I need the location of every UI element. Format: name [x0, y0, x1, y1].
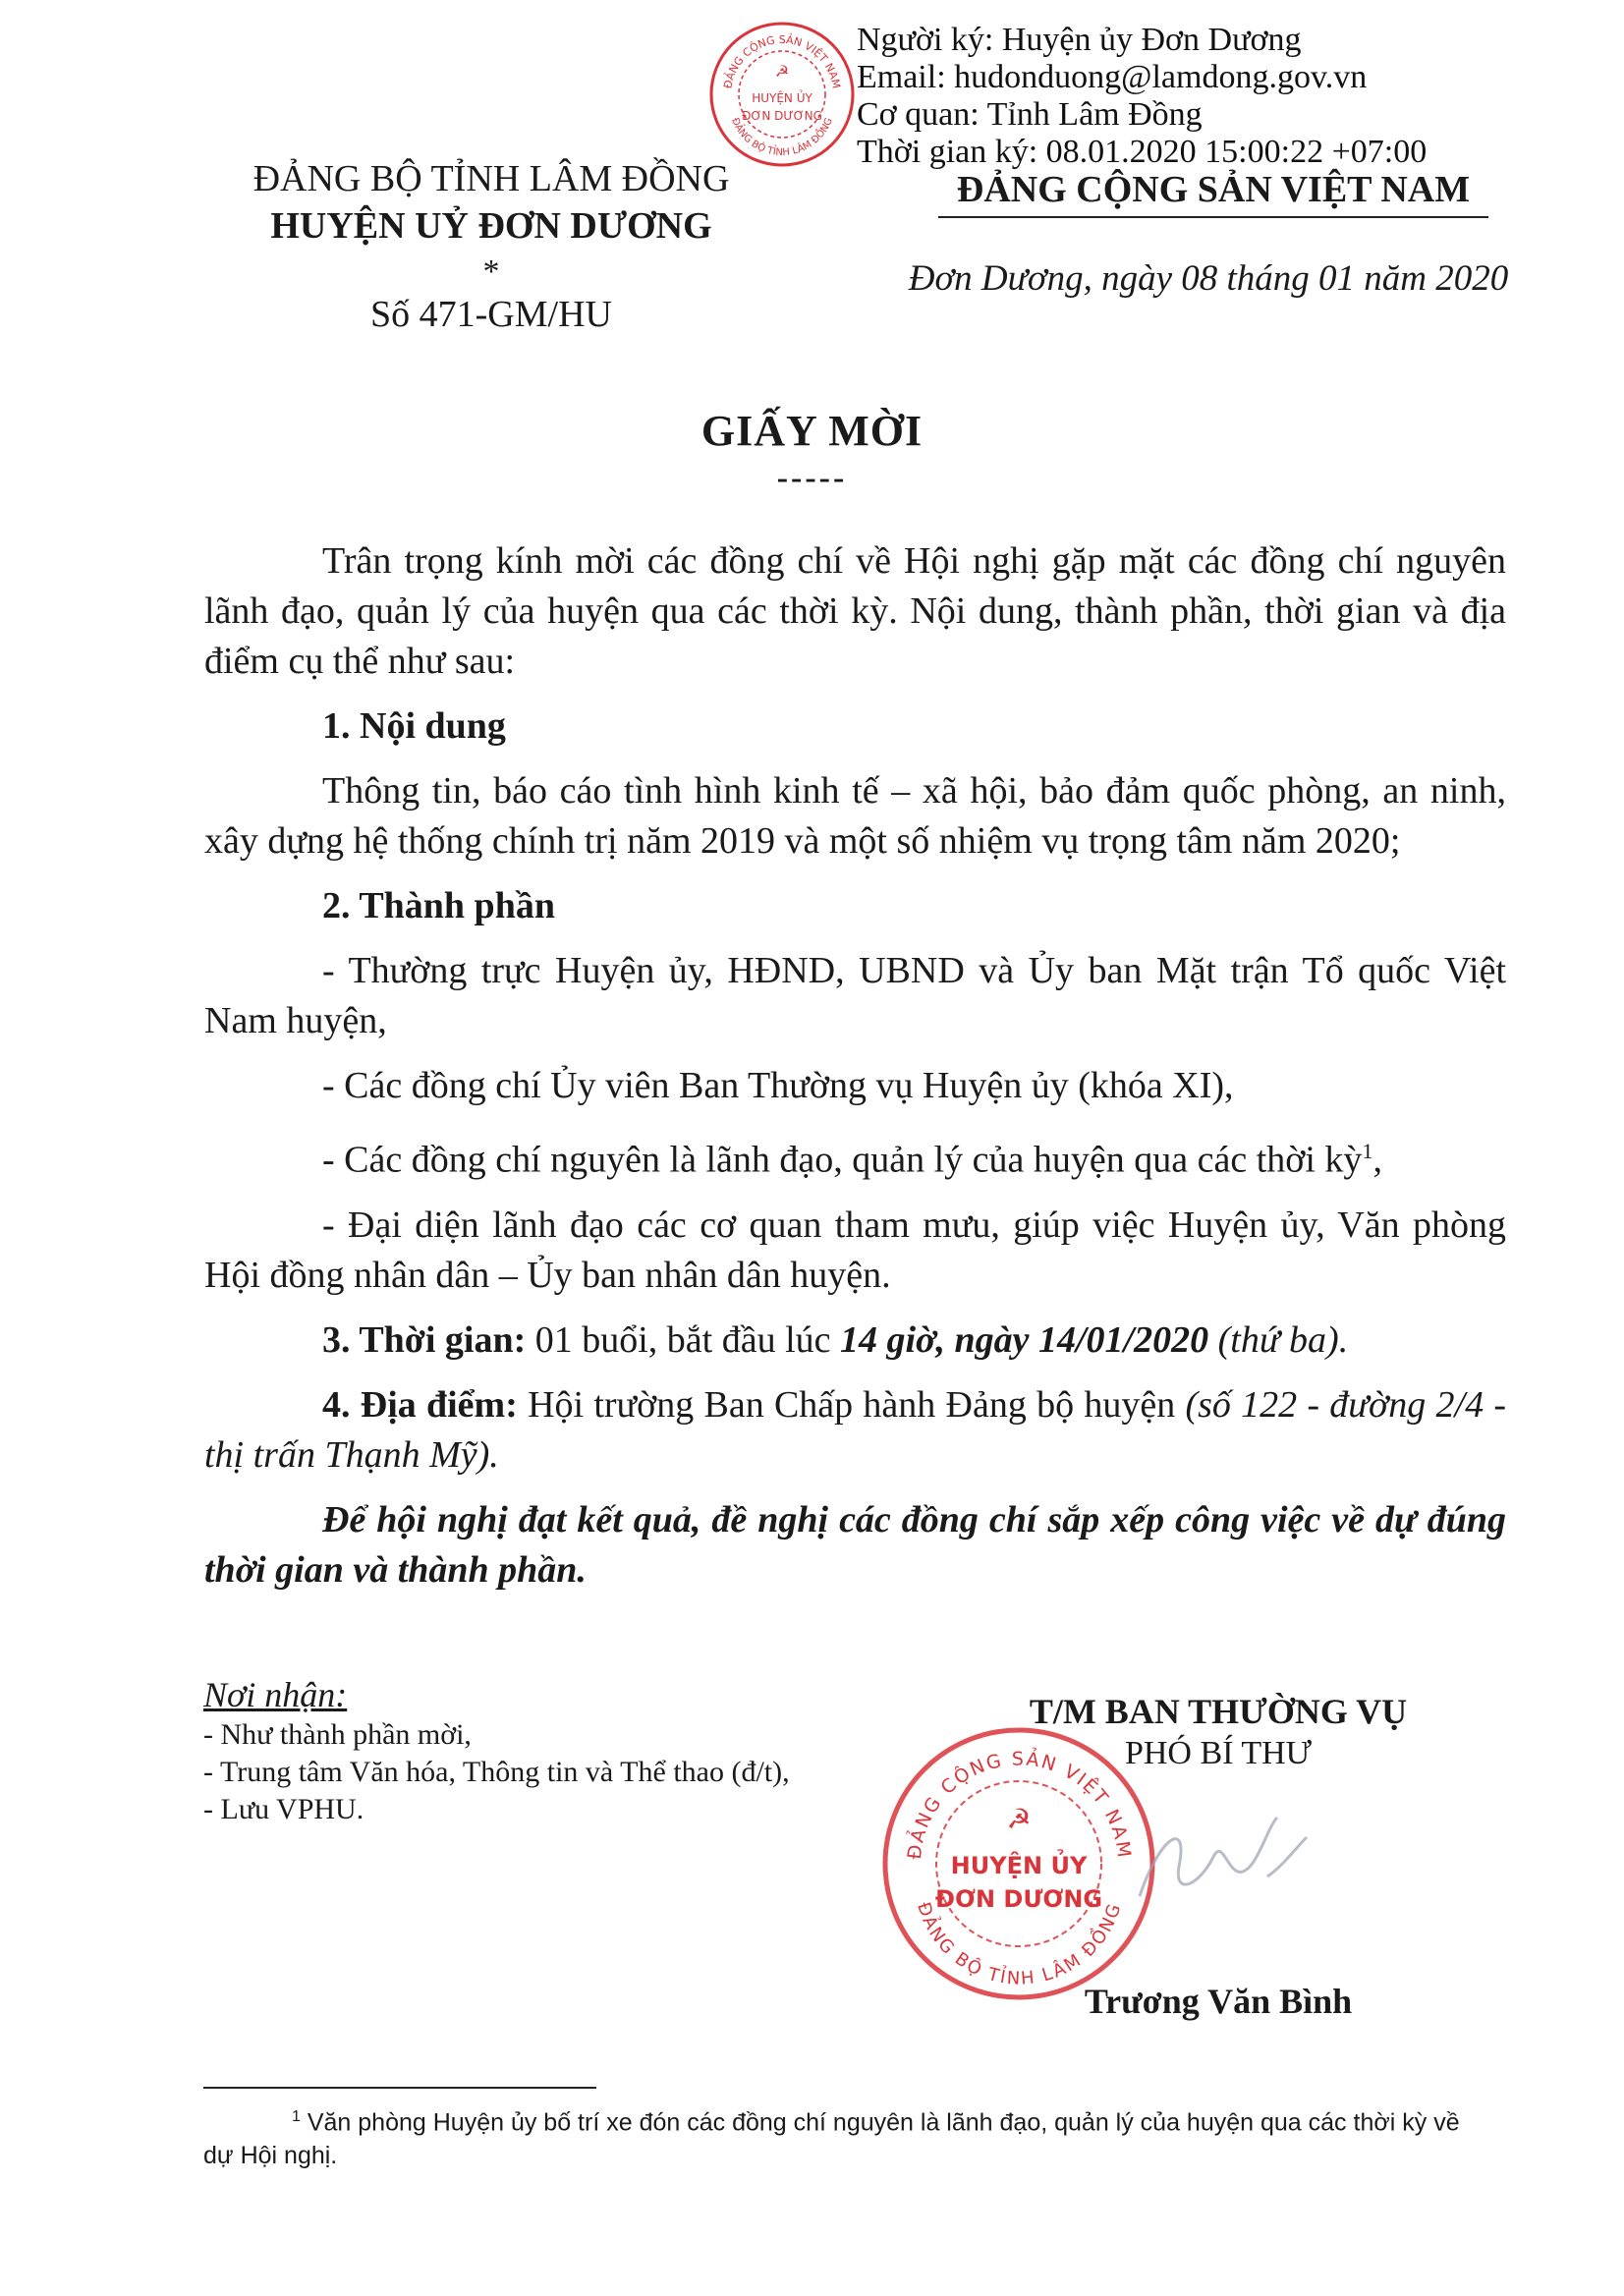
doc-number: Số 471-GM/HU: [370, 294, 612, 335]
title-divider: -----: [776, 460, 848, 496]
participant-item: [204, 1126, 1506, 1186]
footnote-ref[interactable]: 1: [1362, 1139, 1373, 1163]
svg-text:ĐƠN DƯƠNG: ĐƠN DƯƠNG: [742, 109, 822, 123]
document-body: [204, 536, 1506, 1596]
section-4-place: [204, 1380, 1506, 1481]
place-date: Đơn Dương, ngày 08 tháng 01 năm 2020: [908, 258, 1509, 299]
official-seal: [879, 1724, 1159, 2004]
section-4-text: Hội trường Ban Chấp hành Đảng bộ huyện: [517, 1383, 1186, 1426]
svg-text:ĐẢNG CỘNG SẢN VIỆT NAM: ĐẢNG CỘNG SẢN VIỆT NAM: [721, 32, 843, 90]
handwritten-signature: [1120, 1778, 1316, 1935]
participant-item: - Đại diện lãnh đạo các cơ quan tham mưu, giúp việc Huyện ủy, Văn phòng Hội đồng nhân dân – Ủy ban nhân dân huyện.: [204, 1204, 1506, 1296]
recipient-item: - Như thành phần mời,: [203, 1718, 472, 1751]
recipient-item: - Trung tâm Văn hóa, Thông tin và Thể thao (đ/t),: [203, 1756, 790, 1788]
section-3-label: 3. Thời gian:: [322, 1318, 527, 1361]
meeting-address: (số 122 - đường 2/4 - thị trấn Thạnh Mỹ).: [204, 1383, 1506, 1476]
digital-signature-info: [857, 22, 1427, 171]
svg-text:☭: ☭: [774, 64, 790, 81]
svg-text:ĐẢNG CỘNG SẢN VIỆT NAM: ĐẢNG CỘNG SẢN VIỆT NAM: [903, 1748, 1136, 1861]
svg-text:ĐẢNG BỘ TỈNH LÂM ĐỒNG: ĐẢNG BỘ TỈNH LÂM ĐỒNG: [913, 1899, 1126, 1989]
closing-request: Để hội nghị đạt kết quả, đề nghị các đồng chí sắp xếp công việc về dự đúng thời gian và thành phần.: [204, 1498, 1506, 1591]
svg-text:ĐƠN DƯƠNG: ĐƠN DƯƠNG: [934, 1885, 1103, 1913]
section-1-text: Thông tin, báo cáo tình hình kinh tế – xã hội, bảo đảm quốc phòng, an ninh, xây dựng hệ thống chính trị năm 2019 và một số nhiệm vụ trọng tâm năm 2020;: [204, 770, 1506, 862]
party-name: ĐẢNG CỘNG SẢN VIỆT NAM: [956, 169, 1471, 210]
signer-line: Người ký: Huyện ủy Đơn Dương: [857, 22, 1302, 58]
sign-time-line: Thời gian ký: 08.01.2020 15:00:22 +07:00: [857, 134, 1428, 170]
signer-name: Trương Văn Bình: [1084, 1982, 1353, 2021]
section-4-label: 4. Địa điểm:: [322, 1383, 518, 1426]
meeting-time: 14 giờ, ngày 14/01/2020: [840, 1318, 1209, 1361]
recipient-item: - Lưu VPHU.: [203, 1793, 364, 1825]
svg-text:☭: ☭: [1006, 1805, 1032, 1835]
document-title: GIẤY MỜI: [700, 407, 924, 455]
agency-line: Cơ quan: Tỉnh Lâm Đồng: [857, 96, 1203, 133]
meeting-weekday: (thứ ba).: [1208, 1318, 1349, 1361]
section-3-text: 01 buổi, bắt đầu lúc: [526, 1318, 841, 1361]
signer-role: T/M BAN THƯỜNG VỤ: [1029, 1692, 1408, 1731]
national-header: [889, 167, 1538, 218]
footnote: [203, 2100, 1481, 2172]
recipients-block: [203, 1673, 911, 1828]
digital-signature-seal: [707, 20, 857, 169]
org-name: HUYỆN UỶ ĐƠN DƯƠNG: [270, 205, 712, 247]
svg-text:HUYỆN ỦY: HUYỆN ỦY: [752, 91, 812, 105]
intro-paragraph: Trân trọng kính mời các đồng chí về Hội nghị gặp mặt các đồng chí nguyên lãnh đạo, quản lý của huyện qua các thời kỳ. Nội dung, thành phần, thời gian và địa điểm cụ thể như sau:: [204, 540, 1506, 682]
participant-item-text: - Các đồng chí nguyên là lãnh đạo, quản lý của huyện qua các thời kỳ: [322, 1139, 1363, 1181]
email-line: Email: hudonduong@lamdong.gov.vn: [857, 59, 1368, 95]
section-1-heading: 1. Nội dung: [322, 705, 506, 747]
recipients-label: Nơi nhận:: [203, 1675, 348, 1714]
org-parent: ĐẢNG BỘ TỈNH LÂM ĐỒNG: [252, 158, 730, 199]
participant-item: - Các đồng chí Ủy viên Ban Thường vụ Huyện ủy (khóa XI),: [322, 1065, 1234, 1106]
svg-text:ĐẢNG BỘ TỈNH LÂM ĐỒNG: ĐẢNG BỘ TỈNH LÂM ĐỒNG: [729, 116, 835, 159]
footnote-separator: [203, 2087, 596, 2089]
section-2-heading: 2. Thành phần: [322, 885, 555, 926]
header-star: *: [482, 253, 500, 290]
issuer-header: [187, 155, 796, 338]
participant-item-end: ,: [1372, 1139, 1382, 1181]
svg-text:HUYỆN ỦY: HUYỆN ỦY: [950, 1852, 1088, 1879]
footnote-marker: 1: [292, 2108, 301, 2125]
signer-title: PHÓ BÍ THƯ: [1124, 1735, 1313, 1771]
participant-item: - Thường trực Huyện ủy, HĐND, UBND và Ủy ban Mặt trận Tổ quốc Việt Nam huyện,: [204, 950, 1506, 1041]
footnote-text: Văn phòng Huyện ủy bố trí xe đón các đồng chí nguyên là lãnh đạo, quản lý của huyện qua các thời kỳ về dự Hội nghị.: [203, 2108, 1460, 2170]
party-underline: [938, 216, 1488, 218]
section-3-time: [204, 1316, 1506, 1366]
